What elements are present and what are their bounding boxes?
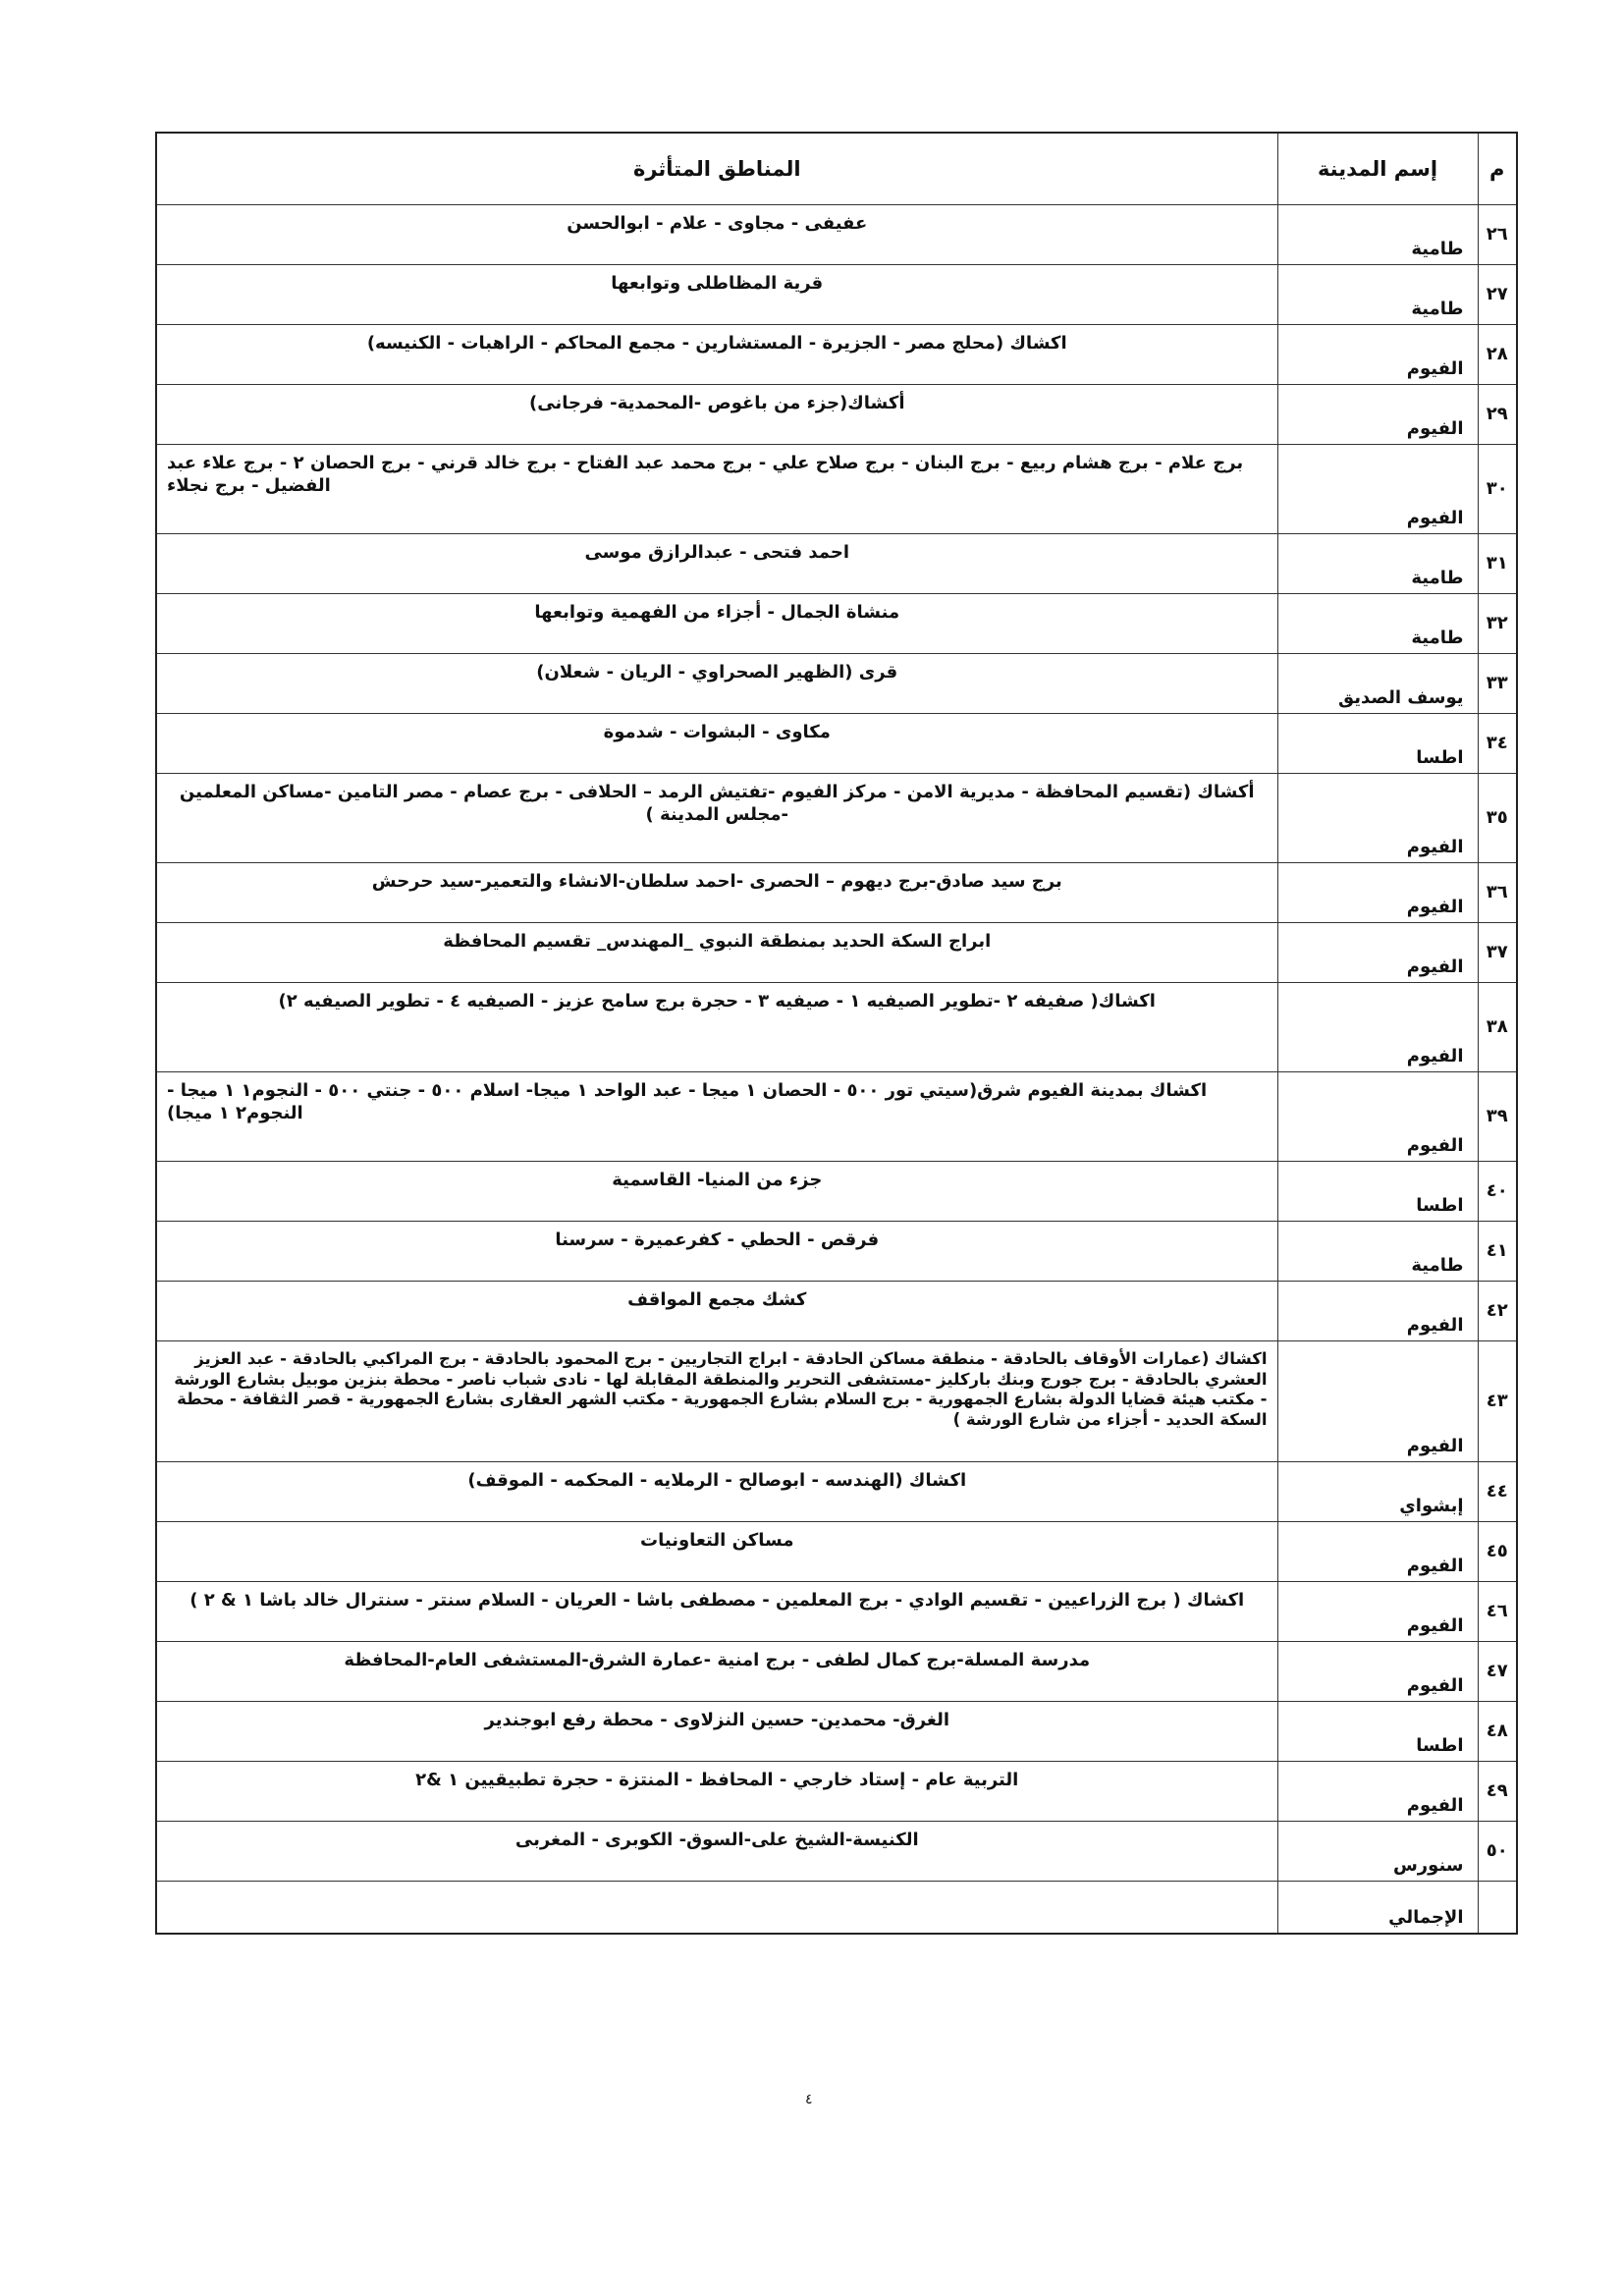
affected-areas-table bbox=[155, 132, 1518, 1935]
row-number: ٣٨ bbox=[1478, 983, 1517, 1072]
row-affected-areas: برج سيد صادق-برج ديهوم – الحصرى -احمد سلطان-الانشاء والتعمير-سيد حرحش bbox=[156, 863, 1277, 923]
row-number: ٣٢ bbox=[1478, 594, 1517, 654]
table-row bbox=[156, 1822, 1517, 1882]
row-city: طامية bbox=[1277, 594, 1478, 654]
table-row bbox=[156, 714, 1517, 774]
row-number: ٤٧ bbox=[1478, 1642, 1517, 1702]
row-number: ٢٦ bbox=[1478, 205, 1517, 265]
total-label: الإجمالي bbox=[1277, 1882, 1478, 1935]
row-affected-areas: اكشاك (محلج مصر - الجزيرة - المستشارين - مجمع المحاكم - الراهبات - الكنيسه) bbox=[156, 325, 1277, 385]
table-row bbox=[156, 325, 1517, 385]
row-number: ٤٤ bbox=[1478, 1462, 1517, 1522]
row-number: ٤٨ bbox=[1478, 1702, 1517, 1762]
row-city: الفيوم bbox=[1277, 325, 1478, 385]
row-number: ٣٣ bbox=[1478, 654, 1517, 714]
row-number: ٤٠ bbox=[1478, 1162, 1517, 1222]
document-sheet bbox=[155, 132, 1516, 1935]
row-number: ٣٥ bbox=[1478, 774, 1517, 863]
header-city: إسم المدينة bbox=[1277, 133, 1478, 205]
row-city: اطسا bbox=[1277, 1162, 1478, 1222]
row-city: الفيوم bbox=[1277, 863, 1478, 923]
header-areas: المناطق المتأثرة bbox=[156, 133, 1277, 205]
row-number: ٣٧ bbox=[1478, 923, 1517, 983]
table-row bbox=[156, 1702, 1517, 1762]
row-number: ٣٠ bbox=[1478, 445, 1517, 534]
table-row bbox=[156, 1642, 1517, 1702]
row-number: ٤٢ bbox=[1478, 1282, 1517, 1341]
row-affected-areas: التربية عام - إستاد خارجي - المحافظ - المنتزة - حجرة تطبيقيين ١ &٢ bbox=[156, 1762, 1277, 1822]
table-row bbox=[156, 534, 1517, 594]
row-affected-areas: مدرسة المسلة-برج كمال لطفى - برج امنية -عمارة الشرق-المستشفى العام-المحافظة bbox=[156, 1642, 1277, 1702]
row-affected-areas: اكشاك بمدينة الفيوم شرق(سيتي تور ٥٠٠ - الحصان ١ ميجا - عبد الواحد ١ ميجا- اسلام ٥٠٠ - جنتي ٥٠٠ - النجوم١ ١ ميجا - النجوم٢ ١ ميجا) bbox=[156, 1072, 1277, 1162]
row-city: الفيوم bbox=[1277, 1582, 1478, 1642]
row-city: الفيوم bbox=[1277, 774, 1478, 863]
row-city: الفيوم bbox=[1277, 1282, 1478, 1341]
row-number: ٣٦ bbox=[1478, 863, 1517, 923]
table-row bbox=[156, 923, 1517, 983]
table-row bbox=[156, 1282, 1517, 1341]
row-affected-areas: ابراج السكة الحديد بمنطقة النبوي _المهندس_ تقسيم المحافظة bbox=[156, 923, 1277, 983]
row-city: الفيوم bbox=[1277, 983, 1478, 1072]
row-number: ٢٧ bbox=[1478, 265, 1517, 325]
table-row bbox=[156, 774, 1517, 863]
table-row bbox=[156, 1341, 1517, 1462]
row-number: ٣٩ bbox=[1478, 1072, 1517, 1162]
row-affected-areas: فرقص - الحطي - كفرعميرة - سرسنا bbox=[156, 1222, 1277, 1282]
row-number: ٣١ bbox=[1478, 534, 1517, 594]
row-city: الفيوم bbox=[1277, 923, 1478, 983]
table-row bbox=[156, 265, 1517, 325]
row-affected-areas: احمد فتحى - عبدالرازق موسى bbox=[156, 534, 1277, 594]
row-city: اطسا bbox=[1277, 1702, 1478, 1762]
row-affected-areas: الكنيسة-الشيخ على-السوق- الكوبرى - المغربى bbox=[156, 1822, 1277, 1882]
table-row bbox=[156, 1762, 1517, 1822]
row-city: طامية bbox=[1277, 205, 1478, 265]
row-city: طامية bbox=[1277, 1222, 1478, 1282]
table-row bbox=[156, 1462, 1517, 1522]
row-affected-areas: عفيفى - مجاوى - علام - ابوالحسن bbox=[156, 205, 1277, 265]
row-city: سنورس bbox=[1277, 1822, 1478, 1882]
table-row bbox=[156, 654, 1517, 714]
row-affected-areas: أكشاك(جزء من باغوص -المحمدية- فرجانى) bbox=[156, 385, 1277, 445]
row-number: ٢٨ bbox=[1478, 325, 1517, 385]
row-affected-areas: قرى (الظهير الصحراوي - الريان - شعلان) bbox=[156, 654, 1277, 714]
row-city: الفيوم bbox=[1277, 1341, 1478, 1462]
row-affected-areas: قرية المظاطلى وتوابعها bbox=[156, 265, 1277, 325]
table-row bbox=[156, 385, 1517, 445]
row-number: ٤٦ bbox=[1478, 1582, 1517, 1642]
row-number: ٥٠ bbox=[1478, 1822, 1517, 1882]
row-number: ٣٤ bbox=[1478, 714, 1517, 774]
row-affected-areas: مكاوى - البشوات - شدموة bbox=[156, 714, 1277, 774]
table-row bbox=[156, 1222, 1517, 1282]
row-city: اطسا bbox=[1277, 714, 1478, 774]
row-affected-areas: الغرق- محمدين- حسين النزلاوى - محطة رفع ابوجندير bbox=[156, 1702, 1277, 1762]
header-number: م bbox=[1478, 133, 1517, 205]
row-number: ٤٩ bbox=[1478, 1762, 1517, 1822]
row-city: الفيوم bbox=[1277, 445, 1478, 534]
total-row bbox=[156, 1882, 1517, 1935]
total-value-cell bbox=[156, 1882, 1277, 1935]
row-affected-areas: اكشاك (عمارات الأوقاف بالحادقة - منطقة مساكن الحادقة - ابراج التجاريين - برج المحمود بالحادقة - برج المراكبي بالحادقة - عبد العزيز العشري بالحادقة - برج جورج وبنك باركليز -مستشفى التحرير والمنطقة المقابلة لها - نادى شباب ناصر - محطة بنزين موبيل بشارع الورشة - مكتب هيئة قضايا الدولة بشارع الجمهورية - برج السلام بشارع الجمهورية - مكتب الشهر العقارى بشارع الجمهورية - قصر الثقافة - محطة السكة الحديد - أجزاء من شارع الورشة ) bbox=[156, 1341, 1277, 1462]
row-city: الفيوم bbox=[1277, 1762, 1478, 1822]
table-row bbox=[156, 1162, 1517, 1222]
row-affected-areas: اكشاك( صفيفه ٢ -تطوير الصيفيه ١ - صيفيه ٣ - حجرة برج سامح عزيز - الصيفيه ٤ - تطوير الصيفيه ٢) bbox=[156, 983, 1277, 1072]
row-city: الفيوم bbox=[1277, 385, 1478, 445]
row-city: إبشواي bbox=[1277, 1462, 1478, 1522]
row-city: الفيوم bbox=[1277, 1072, 1478, 1162]
table-row bbox=[156, 863, 1517, 923]
row-affected-areas: اكشاك ( برج الزراعيين - تقسيم الوادي - برج المعلمين - مصطفى باشا - العريان - السلام سنتر - سنترال خالد باشا ١ & ٢ ) bbox=[156, 1582, 1277, 1642]
total-empty-cell bbox=[1478, 1882, 1517, 1935]
row-city: الفيوم bbox=[1277, 1522, 1478, 1582]
row-affected-areas: كشك مجمع المواقف bbox=[156, 1282, 1277, 1341]
table-row bbox=[156, 205, 1517, 265]
row-city: الفيوم bbox=[1277, 1642, 1478, 1702]
row-affected-areas: برج علام - برج هشام ربيع - برج البنان - برج صلاح علي - برج محمد عبد الفتاح - برج خالد قرني - برج الحصان ٢ - برج علاء عبد الفضيل - برج نجلاء bbox=[156, 445, 1277, 534]
row-affected-areas: اكشاك (الهندسه - ابوصالح - الرملايه - المحكمه - الموقف) bbox=[156, 1462, 1277, 1522]
table-header-row bbox=[156, 133, 1517, 205]
table-row bbox=[156, 1582, 1517, 1642]
row-city: يوسف الصديق bbox=[1277, 654, 1478, 714]
row-affected-areas: مساكن التعاونيات bbox=[156, 1522, 1277, 1582]
row-number: ٤٣ bbox=[1478, 1341, 1517, 1462]
row-number: ٤٥ bbox=[1478, 1522, 1517, 1582]
table-row bbox=[156, 594, 1517, 654]
row-number: ٢٩ bbox=[1478, 385, 1517, 445]
row-city: طامية bbox=[1277, 534, 1478, 594]
row-number: ٤١ bbox=[1478, 1222, 1517, 1282]
table-row bbox=[156, 1522, 1517, 1582]
table-row bbox=[156, 445, 1517, 534]
row-affected-areas: جزء من المنيا- القاسمية bbox=[156, 1162, 1277, 1222]
table-row bbox=[156, 1072, 1517, 1162]
page-number: ٤ bbox=[805, 2092, 813, 2107]
row-affected-areas: أكشاك (تقسيم المحافظة - مديرية الامن - مركز الفيوم -تفتيش الرمد – الحلافى - برج عصام - مصر التامين -مساكن المعلمين -مجلس المدينة ) bbox=[156, 774, 1277, 863]
row-affected-areas: منشاة الجمال - أجزاء من الفهمية وتوابعها bbox=[156, 594, 1277, 654]
table-row bbox=[156, 983, 1517, 1072]
row-city: طامية bbox=[1277, 265, 1478, 325]
